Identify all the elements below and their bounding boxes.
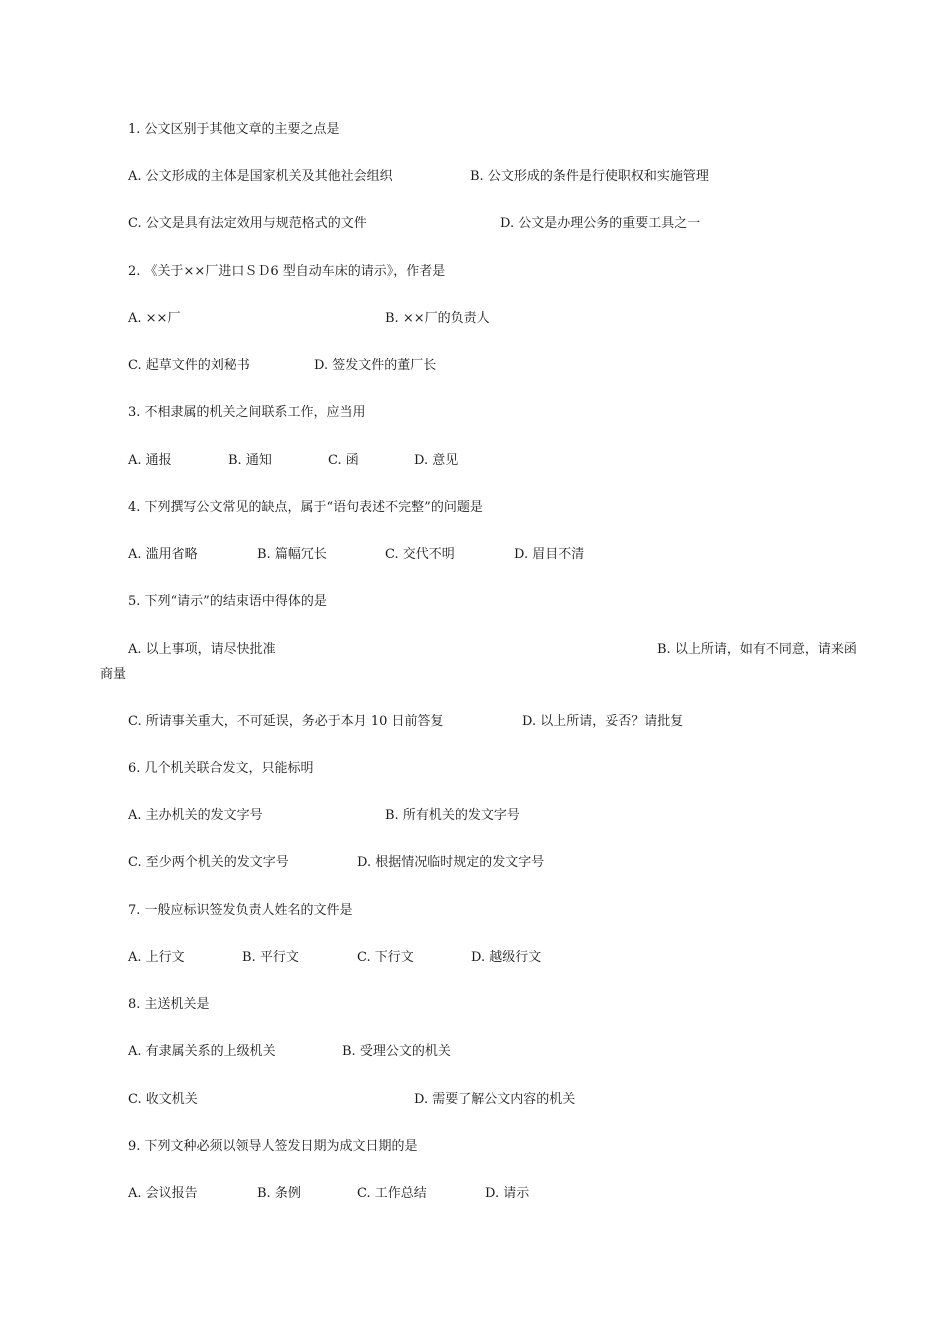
option-c: C. 函 bbox=[328, 453, 359, 468]
option-c: C. 起草文件的刘秘书 bbox=[128, 358, 250, 373]
question-4-stem: 4. 下列撰写公文常见的缺点，属于“语句表述不完整”的问题是 bbox=[128, 500, 483, 515]
option-b: B. 平行文 bbox=[242, 950, 299, 965]
option-a: A. 滥用省略 bbox=[128, 547, 198, 562]
question-5-options-row-1 bbox=[128, 642, 888, 658]
option-c: C. 收文机关 bbox=[128, 1092, 198, 1107]
option-d: D. 意见 bbox=[414, 453, 459, 468]
question-5-stem: 5. 下列“请示”的结束语中得体的是 bbox=[128, 594, 327, 609]
option-b: B. 条例 bbox=[257, 1186, 301, 1201]
option-b: B. 公文形成的条件是行使职权和实施管理 bbox=[470, 169, 709, 184]
option-a: A. 上行文 bbox=[128, 950, 185, 965]
question-6-options-row-2 bbox=[128, 855, 888, 871]
option-c: C. 公文是具有法定效用与规范格式的文件 bbox=[128, 216, 367, 231]
option-c: C. 工作总结 bbox=[357, 1186, 427, 1201]
option-b: B. 所有机关的发文字号 bbox=[385, 808, 520, 823]
option-b: B. 篇幅冗长 bbox=[257, 547, 327, 562]
question-8-options-row-1 bbox=[128, 1044, 888, 1060]
question-9-stem: 9. 下列文种必须以领导人签发日期为成文日期的是 bbox=[128, 1139, 418, 1154]
question-8-stem: 8. 主送机关是 bbox=[128, 997, 210, 1012]
question-3-options-row-1 bbox=[128, 453, 888, 469]
option-b: B. 以上所请，如有不同意，请来函 bbox=[657, 642, 857, 657]
option-b: B. 受理公文的机关 bbox=[342, 1044, 451, 1059]
option-d: D. 公文是办理公务的重要工具之一 bbox=[500, 216, 701, 231]
option-d: D. 越级行文 bbox=[471, 950, 542, 965]
option-d: D. 根据情况临时规定的发文字号 bbox=[357, 855, 545, 870]
question-5-option-b-continuation: 商量 bbox=[100, 667, 127, 682]
question-1-options-row-2 bbox=[128, 216, 888, 232]
question-2-options-row-2 bbox=[128, 358, 888, 374]
question-1-options-row-1 bbox=[128, 169, 888, 185]
option-c: C. 至少两个机关的发文字号 bbox=[128, 855, 289, 870]
option-c: C. 所请事关重大，不可延误，务必于本月 10 日前答复 bbox=[128, 714, 444, 729]
question-4-options-row-1 bbox=[128, 547, 888, 563]
option-a: A. ××厂 bbox=[128, 311, 181, 326]
option-a: A. 以上事项，请尽快批准 bbox=[128, 642, 276, 657]
question-9-options-row-1 bbox=[128, 1186, 888, 1202]
option-d: D. 眉目不清 bbox=[514, 547, 585, 562]
question-6-options-row-1 bbox=[128, 808, 888, 824]
question-2-stem: 2. 《关于××厂进口ＳＤ6 型自动车床的请示》，作者是 bbox=[128, 264, 446, 279]
question-2-options-row-1 bbox=[128, 311, 888, 327]
option-a: A. 通报 bbox=[128, 453, 172, 468]
question-7-stem: 7. 一般应标识签发负责人姓名的文件是 bbox=[128, 903, 353, 918]
option-a: A. 主办机关的发文字号 bbox=[128, 808, 263, 823]
option-d: D. 签发文件的董厂长 bbox=[314, 358, 437, 373]
option-b: B. 通知 bbox=[228, 453, 272, 468]
option-c: C. 下行文 bbox=[357, 950, 414, 965]
option-a: A. 会议报告 bbox=[128, 1186, 198, 1201]
question-3-stem: 3. 不相隶属的机关之间联系工作，应当用 bbox=[128, 405, 366, 420]
option-b: B. ××厂的负责人 bbox=[385, 311, 490, 326]
question-5-options-row-2 bbox=[128, 714, 888, 730]
option-c: C. 交代不明 bbox=[385, 547, 455, 562]
option-d: D. 请示 bbox=[485, 1186, 530, 1201]
option-a: A. 有隶属关系的上级机关 bbox=[128, 1044, 276, 1059]
option-a: A. 公文形成的主体是国家机关及其他社会组织 bbox=[128, 169, 393, 184]
question-8-options-row-2 bbox=[128, 1092, 888, 1108]
option-d: D. 需要了解公文内容的机关 bbox=[414, 1092, 576, 1107]
question-7-options-row-1 bbox=[128, 950, 888, 966]
option-d: D. 以上所请，妥否？请批复 bbox=[522, 714, 684, 729]
question-1-stem: 1. 公文区别于其他文章的主要之点是 bbox=[128, 122, 340, 137]
question-6-stem: 6. 几个机关联合发文，只能标明 bbox=[128, 761, 314, 776]
